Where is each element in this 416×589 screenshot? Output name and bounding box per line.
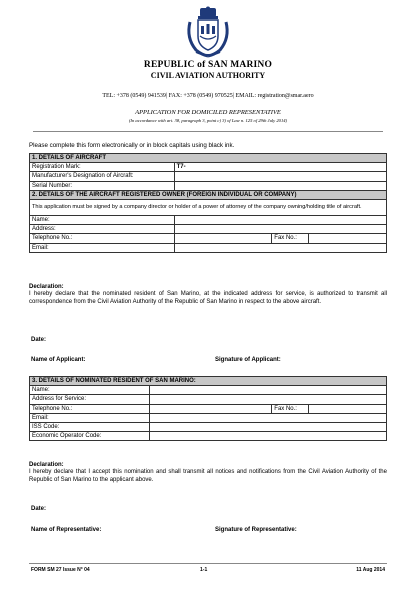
owner-address-label: Address: [30, 225, 175, 234]
form-subtitle: (In accordance with art. 38, paragraph 3, point c) 3) of Law n. 125 of 29th July 2014) [128, 118, 288, 123]
owner-telephone-field[interactable] [174, 234, 272, 243]
declaration-text: I hereby declare that I accept this nomination and shall transmit all notices and notifications from the Civil Aviation Authority of the Republic of San Marino to the applicant above. [29, 469, 387, 484]
rep-date-label: Date: [31, 506, 47, 512]
rep-fax-field[interactable] [309, 404, 387, 413]
rep-name-sign-label: Name of Representative: [31, 527, 102, 533]
manufacturer-label: Manufacturer's Designation of Aircraft: [30, 172, 175, 181]
serial-field[interactable] [174, 181, 386, 190]
footer-divider [29, 563, 387, 564]
rep-telephone-field[interactable] [149, 404, 272, 413]
rep-telephone-label: Telephone No.: [30, 404, 150, 413]
owner-address-field[interactable] [174, 225, 386, 234]
owner-fax-label: Fax No.: [272, 234, 309, 243]
section3-declaration [29, 462, 387, 485]
footer-form-id: FORM SM 27 Issue N° 04 [31, 567, 90, 573]
rep-fax-label: Fax No.: [272, 404, 309, 413]
owner-details-table [29, 153, 387, 253]
san-marino-crest-logo [184, 6, 232, 58]
applicant-signature-label: Signature of Applicant: [215, 357, 281, 363]
owner-email-field[interactable] [174, 243, 386, 252]
rep-address-field[interactable] [149, 395, 386, 404]
instruction-text: Please complete this form electronically or in block capitals using black ink. [29, 142, 235, 149]
owner-fax-field[interactable] [309, 234, 387, 243]
rep-iss-field[interactable] [149, 422, 386, 431]
manufacturer-field[interactable] [174, 172, 386, 181]
republic-title: REPUBLIC of SAN MARINO [143, 60, 273, 70]
header-divider [33, 131, 383, 132]
registration-label: Registration Mark: [30, 163, 175, 172]
rep-signature-label: Signature of Representative: [215, 527, 297, 533]
section3-header: 3. DETAILS OF NOMINATED RESIDENT OF SAN MARINO: [30, 377, 387, 386]
declaration-heading: Declaration: [29, 462, 64, 468]
declaration-heading: Declaration: [29, 284, 64, 290]
authority-title: CIVIL AVIATION AUTHORITY [150, 71, 266, 80]
section2-header: 2. DETAILS OF THE AIRCRAFT REGISTERED OWNER (FOREIGN INDIVIDUAL OR COMPANY) [30, 190, 387, 199]
owner-email-label: Email: [30, 243, 175, 252]
declaration-text: I hereby declare that the nominated resident of San Marino, at the indicated address for service, is authorized to transmit all correspondence from the Civil Aviation Authority of the Republic of San Marino in respect to the above aircraft. [29, 291, 387, 306]
rep-name-label: Name: [30, 386, 150, 395]
owner-telephone-label: Telephone No.: [30, 234, 175, 243]
rep-name-field[interactable] [149, 386, 386, 395]
serial-label: Serial Number: [30, 181, 175, 190]
applicant-name-label: Name of Applicant: [31, 357, 86, 363]
rep-email-field[interactable] [149, 413, 386, 422]
rep-eoc-field[interactable] [149, 432, 386, 441]
rep-eoc-label: Economic Operator Code: [30, 432, 150, 441]
rep-iss-label: ISS Code: [30, 422, 150, 431]
rep-address-label: Address for Service: [30, 395, 150, 404]
contact-line: TEL: +378 (0549) 941539| FAX: +378 (0549) 970525| EMAIL: registration@smar.aero [102, 93, 314, 99]
section1-header: 1. DETAILS OF AIRCRAFT [30, 154, 387, 163]
rep-email-label: Email: [30, 413, 150, 422]
applicant-date-label: Date: [31, 337, 47, 343]
section2-note: This application must be signed by a company director or holder of a power of attorney of the company owning/holding title of aircraft. [30, 199, 387, 215]
section2-declaration [29, 284, 387, 307]
footer-page: 1-1 [200, 567, 208, 573]
representative-details-table [29, 376, 387, 441]
form-title: APPLICATION FOR DOMICILED REPRESENTATIVE [135, 109, 281, 116]
owner-name-label: Name: [30, 215, 175, 224]
footer-date: 11 Aug 2014 [356, 567, 385, 573]
owner-name-field[interactable] [174, 215, 386, 224]
registration-field[interactable]: T7- [174, 163, 386, 172]
